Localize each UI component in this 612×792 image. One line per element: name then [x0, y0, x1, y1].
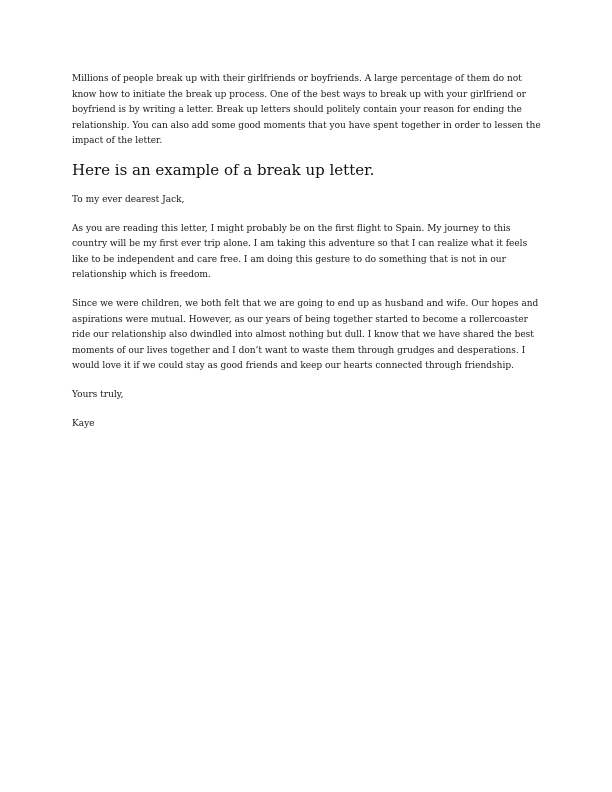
letter-closing: Yours truly,	[72, 389, 124, 400]
intro-paragraph: Millions of people break up with their girlfriends or boyfriends. A large percentage of them do not know how to initiate the break up process. One of the best ways to break up with your girlfriend or boyfriend is by writing a letter. Break up letters should politely contain your reason for ending the relationship. You can also add some good moments that you have spent together in order to lessen the impact of the letter.	[72, 74, 541, 147]
document-body	[72, 72, 542, 432]
letter-signature: Kaye	[72, 418, 95, 429]
section-heading: Here is an example of a break up letter.	[72, 160, 375, 179]
letter-paragraph-2: Since we were children, we both felt that we are going to end up as husband and wife. Our hopes and aspirations were mutual. However, as our years of being together started to become a rollercoaster ride our relationship also dwindled into almost nothing but dull. I know that we have shared the best moments of our lives together and I don’t want to waste them through grudges and desperations. I would love it if we could stay as good friends and keep our hearts connected through friendship.	[72, 298, 539, 372]
letter-paragraph-1: As you are reading this letter, I might probably be on the first flight to Spain. My journey to this country will be my first ever trip alone. I am taking this adventure so that I can realize what it feels like to be independent and care free. I am doing this gesture to do something that is not in our relationship which is freedom.	[72, 223, 528, 281]
letter-salutation: To my ever dearest Jack,	[72, 194, 185, 205]
